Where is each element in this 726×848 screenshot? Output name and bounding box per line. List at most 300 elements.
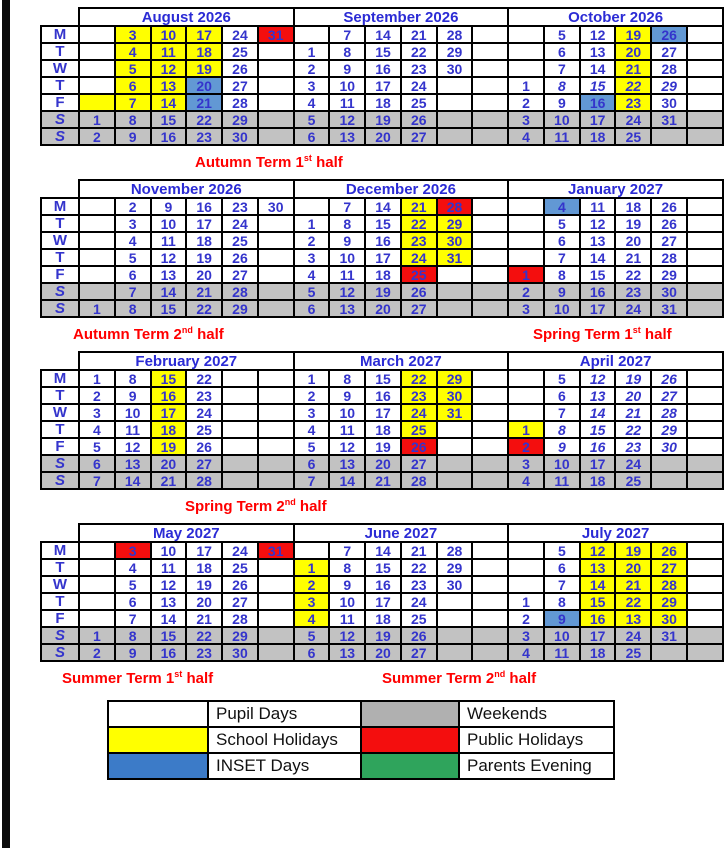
date-cell: 12: [580, 26, 616, 43]
date-cell: 5: [544, 26, 580, 43]
date-cell: 4: [115, 559, 151, 576]
month-title: November 2026: [79, 180, 294, 198]
date-cell: 11: [151, 43, 187, 60]
date-cell: 16: [580, 610, 616, 627]
month-title: July 2027: [508, 524, 723, 542]
date-cell: 13: [580, 43, 616, 60]
date-cell: [222, 370, 258, 387]
date-cell: 19: [365, 627, 401, 644]
date-cell: 28: [651, 576, 687, 593]
date-cell: 2: [294, 576, 330, 593]
legend-swatch-public-holidays: [361, 727, 459, 753]
date-cell: 8: [329, 215, 365, 232]
date-cell: [687, 232, 723, 249]
date-cell: 20: [365, 300, 401, 317]
date-cell: 18: [580, 128, 616, 145]
date-cell: 27: [651, 559, 687, 576]
date-cell: [687, 644, 723, 661]
date-cell: 21: [615, 576, 651, 593]
date-cell: [437, 111, 473, 128]
term-label: Autumn Term 2nd half: [73, 325, 224, 343]
date-cell: 26: [401, 438, 437, 455]
legend-swatch-parents-evening: [361, 753, 459, 779]
date-cell: [79, 94, 115, 111]
date-cell: 5: [294, 438, 330, 455]
date-cell: 20: [151, 455, 187, 472]
date-cell: 15: [365, 559, 401, 576]
legend-label: Pupil Days: [208, 701, 361, 727]
date-cell: 29: [437, 370, 473, 387]
date-cell: 26: [222, 576, 258, 593]
date-cell: 13: [151, 266, 187, 283]
date-cell: 21: [615, 404, 651, 421]
date-cell: [79, 283, 115, 300]
date-cell: 21: [151, 472, 187, 489]
legend-label: School Holidays: [208, 727, 361, 753]
date-cell: 2: [79, 128, 115, 145]
day-letter: M: [41, 198, 79, 215]
date-cell: 8: [544, 77, 580, 94]
day-letter: S: [41, 472, 79, 489]
date-cell: 15: [580, 421, 616, 438]
date-cell: 24: [615, 111, 651, 128]
date-cell: [472, 387, 508, 404]
date-cell: [687, 249, 723, 266]
date-cell: 12: [580, 370, 616, 387]
date-cell: 5: [115, 60, 151, 77]
date-cell: [687, 576, 723, 593]
date-cell: 6: [544, 43, 580, 60]
date-cell: 23: [186, 387, 222, 404]
date-cell: 29: [222, 111, 258, 128]
date-cell: 22: [186, 370, 222, 387]
date-cell: 22: [615, 77, 651, 94]
date-cell: [687, 404, 723, 421]
date-cell: 2: [294, 60, 330, 77]
date-cell: 11: [329, 421, 365, 438]
date-cell: 18: [365, 610, 401, 627]
date-cell: 8: [544, 266, 580, 283]
date-cell: 6: [79, 455, 115, 472]
date-cell: 3: [294, 404, 330, 421]
date-cell: [222, 455, 258, 472]
date-cell: [651, 128, 687, 145]
day-letter: F: [41, 94, 79, 111]
date-cell: [472, 300, 508, 317]
date-cell: 30: [222, 128, 258, 145]
date-cell: [651, 455, 687, 472]
date-cell: 31: [651, 111, 687, 128]
date-cell: 22: [615, 266, 651, 283]
date-cell: 17: [580, 455, 616, 472]
date-cell: 11: [329, 94, 365, 111]
date-cell: [687, 542, 723, 559]
date-cell: [258, 644, 294, 661]
date-cell: [472, 644, 508, 661]
date-cell: 29: [651, 421, 687, 438]
date-cell: 7: [115, 610, 151, 627]
date-cell: 20: [365, 455, 401, 472]
day-letter: S: [41, 627, 79, 644]
date-cell: 14: [365, 198, 401, 215]
date-cell: [437, 300, 473, 317]
date-cell: 4: [294, 421, 330, 438]
date-cell: 28: [651, 404, 687, 421]
date-cell: 10: [544, 455, 580, 472]
date-cell: [687, 77, 723, 94]
date-cell: 26: [401, 627, 437, 644]
date-cell: 13: [329, 455, 365, 472]
date-cell: [508, 215, 544, 232]
date-cell: 20: [615, 232, 651, 249]
date-cell: [687, 370, 723, 387]
date-cell: 1: [508, 421, 544, 438]
date-cell: 3: [115, 215, 151, 232]
date-cell: 13: [329, 644, 365, 661]
date-cell: 9: [151, 198, 187, 215]
date-cell: [472, 111, 508, 128]
date-cell: 3: [294, 77, 330, 94]
date-cell: 9: [329, 232, 365, 249]
date-cell: 31: [651, 627, 687, 644]
term-label: Spring Term 1st half: [533, 325, 672, 343]
date-cell: 19: [186, 60, 222, 77]
date-cell: [437, 266, 473, 283]
date-cell: 30: [651, 438, 687, 455]
date-cell: [437, 128, 473, 145]
month-title: May 2027: [79, 524, 294, 542]
date-cell: 2: [79, 387, 115, 404]
date-cell: 28: [186, 472, 222, 489]
date-cell: [687, 455, 723, 472]
date-cell: 9: [115, 387, 151, 404]
date-cell: 25: [401, 266, 437, 283]
date-cell: 22: [401, 43, 437, 60]
date-cell: 7: [115, 283, 151, 300]
corner-spacer: [41, 8, 79, 26]
date-cell: 22: [615, 593, 651, 610]
date-cell: 23: [401, 387, 437, 404]
date-cell: 29: [437, 215, 473, 232]
date-cell: [472, 455, 508, 472]
day-letter: F: [41, 438, 79, 455]
date-cell: 27: [222, 266, 258, 283]
date-cell: [687, 94, 723, 111]
date-cell: 13: [615, 610, 651, 627]
date-cell: 2: [294, 232, 330, 249]
date-cell: 28: [222, 610, 258, 627]
date-cell: 29: [651, 77, 687, 94]
date-cell: 31: [437, 249, 473, 266]
day-letter: M: [41, 370, 79, 387]
date-cell: [472, 215, 508, 232]
date-cell: [472, 283, 508, 300]
date-cell: [79, 249, 115, 266]
date-cell: [472, 472, 508, 489]
date-cell: 15: [151, 370, 187, 387]
date-cell: 2: [294, 387, 330, 404]
date-cell: 15: [365, 215, 401, 232]
date-cell: 26: [222, 249, 258, 266]
date-cell: 4: [79, 421, 115, 438]
date-cell: [222, 404, 258, 421]
date-cell: 28: [222, 94, 258, 111]
legend-swatch-school-holidays: [108, 727, 208, 753]
date-cell: 30: [437, 576, 473, 593]
date-cell: 26: [651, 215, 687, 232]
date-cell: 9: [544, 94, 580, 111]
date-cell: [687, 593, 723, 610]
date-cell: 28: [437, 26, 473, 43]
date-cell: 25: [186, 421, 222, 438]
date-cell: 9: [544, 283, 580, 300]
date-cell: 26: [651, 198, 687, 215]
date-cell: 12: [151, 249, 187, 266]
date-cell: 8: [544, 593, 580, 610]
date-cell: 18: [151, 421, 187, 438]
date-cell: 27: [651, 232, 687, 249]
legend-swatch-weekends: [361, 701, 459, 727]
date-cell: [472, 593, 508, 610]
date-cell: 17: [186, 215, 222, 232]
term-label-strip: [40, 662, 724, 692]
date-cell: 2: [79, 644, 115, 661]
date-cell: [472, 542, 508, 559]
date-cell: 25: [222, 43, 258, 60]
date-cell: 24: [615, 300, 651, 317]
term-label: Summer Term 2nd half: [382, 669, 537, 687]
date-cell: 10: [329, 593, 365, 610]
date-cell: 20: [186, 77, 222, 94]
date-cell: 10: [544, 300, 580, 317]
calendar-band-1: [40, 7, 724, 146]
date-cell: 5: [115, 249, 151, 266]
date-cell: 27: [222, 77, 258, 94]
date-cell: 4: [115, 43, 151, 60]
date-cell: 8: [329, 43, 365, 60]
date-cell: 19: [365, 111, 401, 128]
date-cell: [508, 249, 544, 266]
date-cell: 22: [186, 627, 222, 644]
date-cell: 4: [294, 266, 330, 283]
date-cell: [687, 266, 723, 283]
date-cell: 13: [329, 300, 365, 317]
date-cell: 9: [329, 387, 365, 404]
date-cell: [472, 559, 508, 576]
date-cell: 21: [186, 283, 222, 300]
date-cell: 31: [258, 542, 294, 559]
date-cell: 6: [294, 455, 330, 472]
date-cell: 15: [580, 593, 616, 610]
date-cell: 8: [115, 370, 151, 387]
date-cell: [258, 300, 294, 317]
date-cell: 15: [580, 266, 616, 283]
date-cell: 19: [151, 438, 187, 455]
date-cell: 3: [508, 627, 544, 644]
term-label-strip: [40, 490, 724, 523]
date-cell: [294, 542, 330, 559]
day-letter: M: [41, 542, 79, 559]
date-cell: 18: [615, 198, 651, 215]
date-cell: 18: [580, 644, 616, 661]
date-cell: [437, 455, 473, 472]
date-cell: 17: [365, 593, 401, 610]
date-cell: 3: [115, 542, 151, 559]
date-cell: 21: [401, 198, 437, 215]
date-cell: 15: [151, 300, 187, 317]
date-cell: 14: [365, 542, 401, 559]
date-cell: 17: [580, 111, 616, 128]
date-cell: [437, 283, 473, 300]
legend-label: Parents Evening: [459, 753, 614, 779]
date-cell: [222, 472, 258, 489]
date-cell: 5: [294, 111, 330, 128]
date-cell: 30: [222, 644, 258, 661]
legend-swatch-pupil-days: [108, 701, 208, 727]
date-cell: 11: [544, 472, 580, 489]
date-cell: 6: [115, 266, 151, 283]
day-letter: T: [41, 249, 79, 266]
date-cell: 4: [508, 644, 544, 661]
date-cell: 3: [115, 26, 151, 43]
date-cell: 13: [115, 455, 151, 472]
date-cell: 16: [580, 283, 616, 300]
date-cell: 14: [580, 60, 616, 77]
date-cell: 18: [186, 559, 222, 576]
day-letter: S: [41, 644, 79, 661]
date-cell: 6: [115, 593, 151, 610]
date-cell: 20: [365, 644, 401, 661]
date-cell: 1: [508, 77, 544, 94]
day-letter: T: [41, 559, 79, 576]
school-year-calendar: [40, 7, 724, 780]
date-cell: [79, 610, 115, 627]
date-cell: 12: [329, 438, 365, 455]
date-cell: 1: [294, 370, 330, 387]
date-cell: 25: [615, 472, 651, 489]
date-cell: 7: [544, 60, 580, 77]
date-cell: [472, 26, 508, 43]
date-cell: 17: [365, 404, 401, 421]
date-cell: 22: [401, 215, 437, 232]
date-cell: [258, 472, 294, 489]
date-cell: 16: [580, 94, 616, 111]
date-cell: [437, 421, 473, 438]
date-cell: 20: [615, 559, 651, 576]
date-cell: 17: [580, 300, 616, 317]
date-cell: 24: [222, 215, 258, 232]
term-label: Spring Term 2nd half: [185, 497, 327, 515]
date-cell: 26: [651, 542, 687, 559]
date-cell: [79, 77, 115, 94]
date-cell: 15: [580, 77, 616, 94]
date-cell: 29: [651, 593, 687, 610]
date-cell: 12: [580, 542, 616, 559]
date-cell: 31: [651, 300, 687, 317]
date-cell: 8: [115, 111, 151, 128]
date-cell: [79, 593, 115, 610]
date-cell: [258, 404, 294, 421]
date-cell: [258, 559, 294, 576]
date-cell: 2: [508, 438, 544, 455]
date-cell: 24: [186, 404, 222, 421]
date-cell: 14: [115, 472, 151, 489]
date-cell: 13: [151, 77, 187, 94]
term-label: Autumn Term 1st half: [195, 153, 343, 171]
date-cell: [258, 77, 294, 94]
month-title: August 2026: [79, 8, 294, 26]
date-cell: 19: [615, 26, 651, 43]
date-cell: [687, 300, 723, 317]
date-cell: 28: [651, 60, 687, 77]
date-cell: [687, 43, 723, 60]
left-edge-bar: [2, 0, 10, 848]
month-title: October 2026: [508, 8, 723, 26]
date-cell: 27: [222, 593, 258, 610]
term-label: Summer Term 1st half: [62, 669, 214, 687]
date-cell: 28: [401, 472, 437, 489]
date-cell: 16: [151, 387, 187, 404]
date-cell: [472, 60, 508, 77]
date-cell: 14: [580, 404, 616, 421]
date-cell: [687, 421, 723, 438]
date-cell: 1: [294, 43, 330, 60]
date-cell: [508, 387, 544, 404]
date-cell: 23: [401, 576, 437, 593]
date-cell: [472, 576, 508, 593]
date-cell: 15: [151, 111, 187, 128]
date-cell: [687, 60, 723, 77]
date-cell: 15: [151, 627, 187, 644]
date-cell: [687, 472, 723, 489]
date-cell: 2: [508, 610, 544, 627]
date-cell: [79, 26, 115, 43]
date-cell: 1: [79, 300, 115, 317]
month-title: April 2027: [508, 352, 723, 370]
month-title: September 2026: [294, 8, 509, 26]
date-cell: [508, 198, 544, 215]
date-cell: 13: [580, 232, 616, 249]
date-cell: 1: [79, 111, 115, 128]
date-cell: 18: [365, 266, 401, 283]
date-cell: 21: [186, 94, 222, 111]
date-cell: 5: [544, 370, 580, 387]
date-cell: 16: [186, 198, 222, 215]
date-cell: 5: [294, 627, 330, 644]
day-letter: T: [41, 593, 79, 610]
date-cell: [258, 266, 294, 283]
date-cell: 28: [651, 249, 687, 266]
date-cell: 26: [186, 438, 222, 455]
date-cell: 19: [186, 576, 222, 593]
date-cell: 23: [186, 644, 222, 661]
date-cell: 11: [151, 559, 187, 576]
date-cell: 5: [544, 542, 580, 559]
date-cell: [687, 26, 723, 43]
date-cell: [472, 627, 508, 644]
date-cell: [472, 43, 508, 60]
date-cell: [258, 215, 294, 232]
date-cell: 17: [365, 249, 401, 266]
date-cell: [258, 627, 294, 644]
date-cell: [258, 438, 294, 455]
date-cell: 9: [115, 644, 151, 661]
date-cell: [687, 559, 723, 576]
date-cell: 13: [580, 387, 616, 404]
date-cell: 14: [365, 26, 401, 43]
date-cell: [258, 576, 294, 593]
date-cell: [258, 370, 294, 387]
